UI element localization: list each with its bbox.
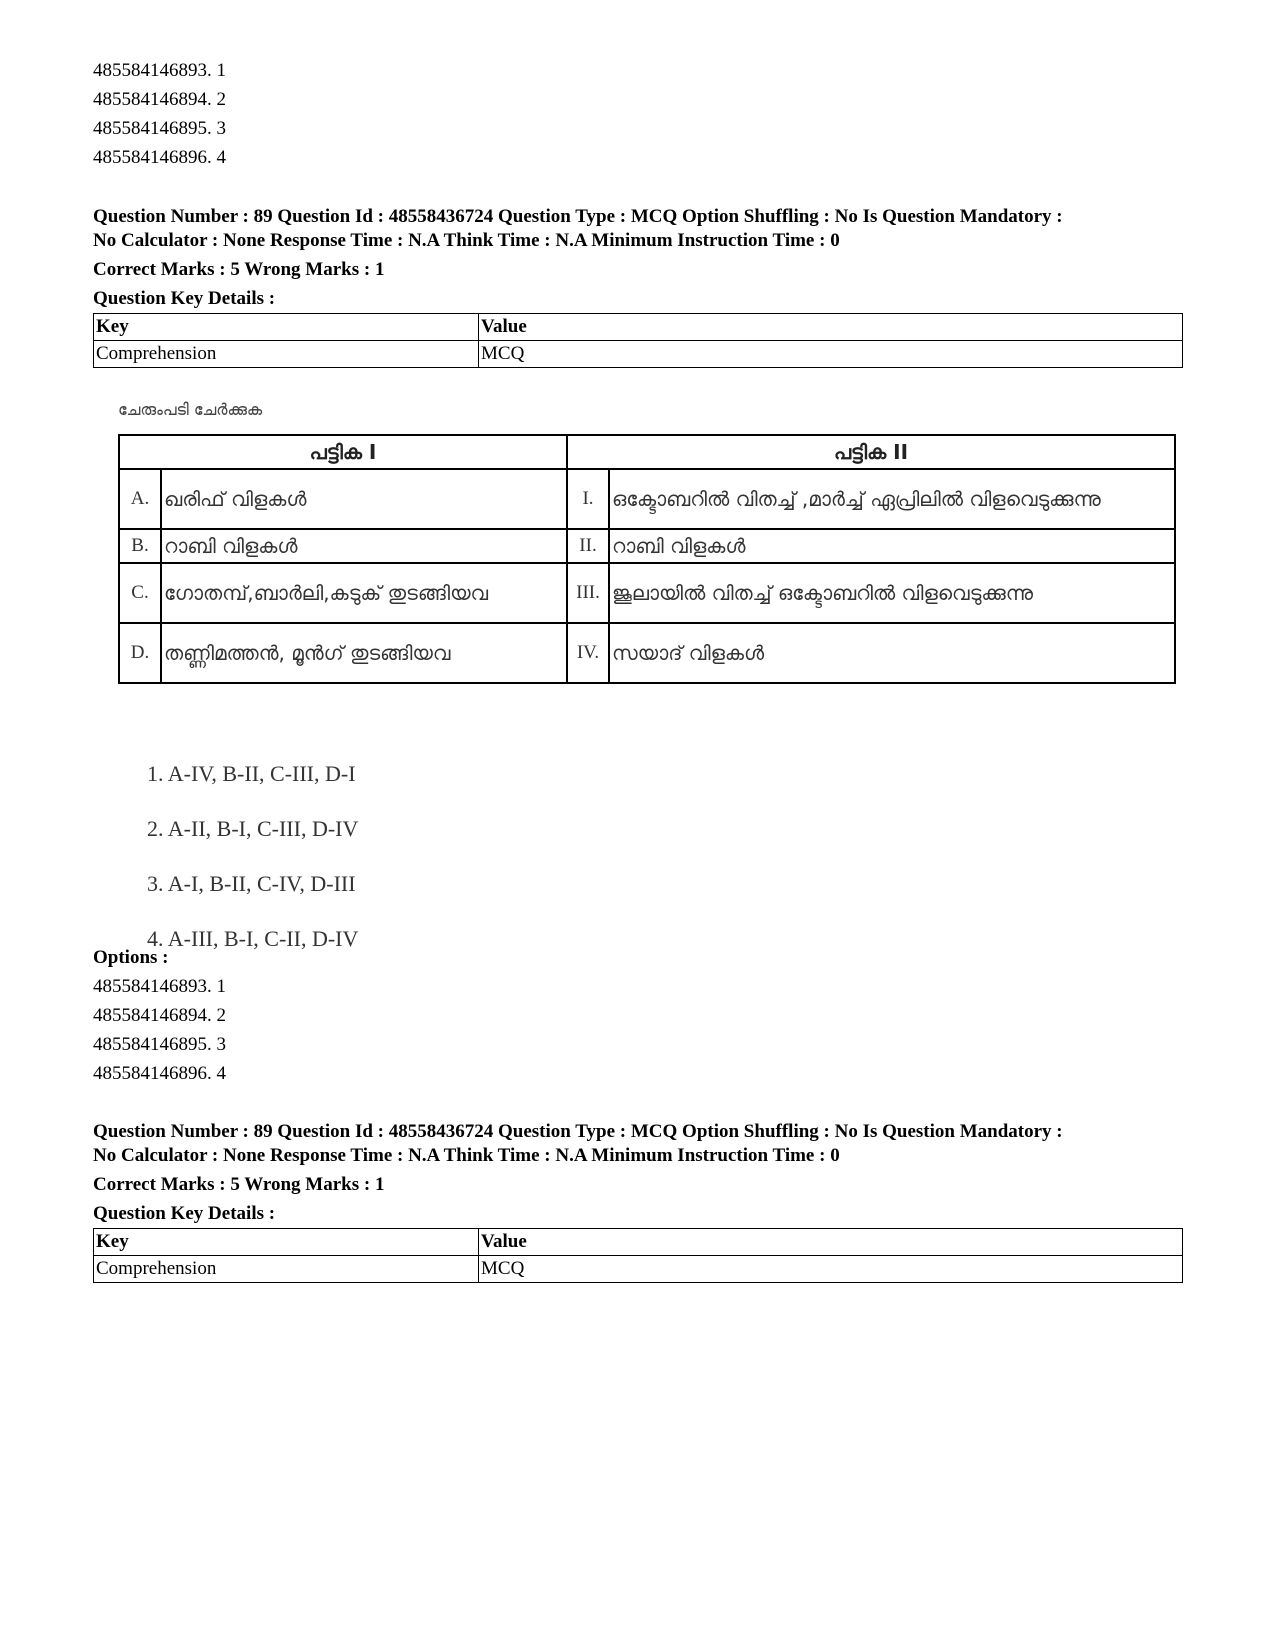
answer-choice: 2. A-II, B-I, C-III, D-IV [147,816,359,841]
key-cell: Comprehension [94,341,479,368]
question-header [93,205,1183,368]
key-header: Key [94,314,479,341]
key-header: Key [94,1229,479,1256]
row-letter: A. [119,469,161,529]
question-meta-line2: No Calculator : None Response Time : N.A Think Time : N.A Minimum Instruction Time : 0 [93,230,840,251]
answer-choice: 4. A-III, B-I, C-II, D-IV [147,926,359,951]
row-letter: C. [119,563,161,623]
question-meta-line2: No Calculator : None Response Time : N.A Think Time : N.A Minimum Instruction Time : 0 [93,1145,840,1166]
match-table [118,434,1176,684]
marks-line: Correct Marks : 5 Wrong Marks : 1 [93,259,385,280]
value-header: Value [479,314,1183,341]
row-right: റാബി വിളകൾ [609,529,1175,563]
column1-header: പട്ടിക I [119,435,567,469]
answer-choice: 1. A-IV, B-II, C-III, D-I [147,761,356,786]
match-row [119,623,1175,683]
row-roman: I. [567,469,609,529]
row-left: ഗോതമ്പ്,ബാർലി,കടുക് തുടങ്ങിയവ [161,563,567,623]
question-header-2 [93,1120,1183,1283]
value-header: Value [479,1229,1183,1256]
option-line: 485584146893. 1 [93,60,226,81]
option-line: 485584146894. 2 [93,89,226,110]
match-row [119,529,1175,563]
row-right: സയാദ് വിളകൾ [609,623,1175,683]
top-options-list [93,56,226,172]
value-cell: MCQ [479,1256,1183,1283]
value-cell: MCQ [479,341,1183,368]
options-section [93,943,226,1088]
key-details-label: Question Key Details : [93,288,276,309]
key-details-label: Question Key Details : [93,1203,276,1224]
key-value-table [93,313,1183,368]
match-row [119,563,1175,623]
row-letter: B. [119,529,161,563]
row-roman: IV. [567,623,609,683]
option-line: 485584146896. 4 [93,1063,226,1084]
question-meta-line1: Question Number : 89 Question Id : 48558436724 Question Type : MCQ Option Shuffling : No Is Question Mandatory : [93,206,1063,227]
option-line: 485584146895. 3 [93,118,226,139]
column2-header: പട്ടിക II [567,435,1175,469]
option-line: 485584146895. 3 [93,1034,226,1055]
key-value-table [93,1228,1183,1283]
row-left: റാബി വിളകൾ [161,529,567,563]
question-instruction: ചേരുംപടി ചേർക്കുക [118,400,263,419]
question-body [93,372,1183,979]
answer-choice: 3. A-I, B-II, C-IV, D-III [147,871,356,896]
option-line: 485584146894. 2 [93,1005,226,1026]
options-label: Options : [93,947,169,968]
row-roman: II. [567,529,609,563]
option-line: 485584146893. 1 [93,976,226,997]
row-letter: D. [119,623,161,683]
row-left: തണ്ണിമത്തൻ, മൂൻഗ് തുടങ്ങിയവ [161,623,567,683]
marks-line: Correct Marks : 5 Wrong Marks : 1 [93,1174,385,1195]
match-row [119,469,1175,529]
key-cell: Comprehension [94,1256,479,1283]
row-roman: III. [567,563,609,623]
row-left: ഖരിഫ് വിളകൾ [161,469,567,529]
question-meta-line1: Question Number : 89 Question Id : 48558436724 Question Type : MCQ Option Shuffling : No Is Question Mandatory : [93,1121,1063,1142]
option-line: 485584146896. 4 [93,147,226,168]
row-right: ജൂലായിൽ വിതച്ച് ഒക്ടോബറിൽ വിളവെടുക്കുന്നു [609,563,1175,623]
row-right: ഒക്ടോബറിൽ വിതച്ച് ,മാർച്ച് ഏപ്രിലിൽ വിളവെടുക്കുന്നു [609,469,1175,529]
answer-choices [147,759,1183,979]
